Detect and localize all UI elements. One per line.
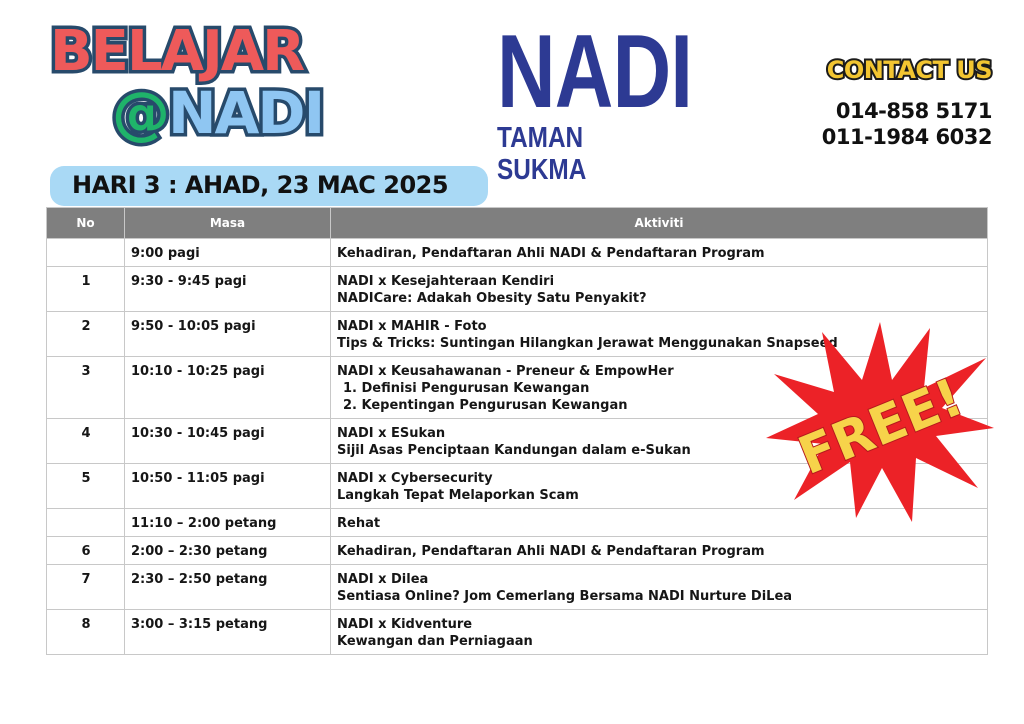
brand-name: NADI xyxy=(497,14,693,130)
cell-no: 1 xyxy=(47,267,125,312)
cell-masa: 10:10 - 10:25 pagi xyxy=(125,357,331,419)
cell-no: 5 xyxy=(47,464,125,509)
cell-aktiviti xyxy=(331,267,988,312)
cell-masa: 9:00 pagi xyxy=(125,239,331,267)
cell-masa: 10:30 - 10:45 pagi xyxy=(125,419,331,464)
activity-subitem: 1. Definisi Pengurusan Kewangan xyxy=(343,381,590,396)
cell-no: 6 xyxy=(47,537,125,565)
logo-at-nadi-text xyxy=(112,80,323,146)
brand-location: TAMAN SUKMA xyxy=(497,122,587,186)
table-row xyxy=(47,610,988,655)
header-no: No xyxy=(47,208,125,239)
cell-no: 3 xyxy=(47,357,125,419)
cell-masa: 10:50 - 11:05 pagi xyxy=(125,464,331,509)
activity-line: NADI x Dilea xyxy=(337,572,429,587)
contact-title: CONTACT US xyxy=(826,56,992,84)
cell-masa: 2:30 – 2:50 petang xyxy=(125,565,331,610)
table-header-row xyxy=(47,208,988,239)
free-text: FREE! xyxy=(790,367,972,487)
activity-line: Langkah Tepat Melaporkan Scam xyxy=(337,488,579,503)
contact-block xyxy=(822,56,992,150)
activity-line: Tips & Tricks: Suntingan Hilangkan Jerawat Menggunakan Snapseed xyxy=(337,336,838,351)
contact-phones xyxy=(822,98,992,150)
logo-belajar-text: BELAJAR xyxy=(50,19,304,84)
day-banner-text: HARI 3 : AHAD, 23 MAC 2025 xyxy=(72,171,449,199)
table-row xyxy=(47,565,988,610)
contact-phone-1: 014-858 5171 xyxy=(835,99,992,123)
logo-at-sign: @ xyxy=(112,79,168,147)
cell-no: 4 xyxy=(47,419,125,464)
header-aktiviti: Aktiviti xyxy=(331,208,988,239)
cell-aktiviti xyxy=(331,610,988,655)
activity-line: NADI x Kesejahteraan Kendiri xyxy=(337,274,555,289)
cell-no: 2 xyxy=(47,312,125,357)
activity-line: NADI x Cybersecurity xyxy=(337,471,493,486)
activity-line: Rehat xyxy=(337,516,381,531)
activity-line: NADI x MAHIR - Foto xyxy=(337,319,487,334)
activity-line: NADI x Kidventure xyxy=(337,617,473,632)
belajar-nadi-logo xyxy=(48,19,418,152)
logo-nadi-word: NADI xyxy=(168,79,324,147)
cell-no xyxy=(47,509,125,537)
cell-aktiviti xyxy=(331,565,988,610)
cell-aktiviti xyxy=(331,239,988,267)
cell-aktiviti xyxy=(331,537,988,565)
activity-line: Sentiasa Online? Jom Cemerlang Bersama NADI Nurture DiLea xyxy=(337,589,793,604)
free-starburst-badge xyxy=(764,318,996,524)
cell-masa: 9:50 - 10:05 pagi xyxy=(125,312,331,357)
activity-line: NADICare: Adakah Obesity Satu Penyakit? xyxy=(337,291,647,306)
cell-masa: 3:00 – 3:15 petang xyxy=(125,610,331,655)
activity-line: NADI x Keusahawanan - Preneur & EmpowHer xyxy=(337,364,674,379)
activity-line: Kewangan dan Perniagaan xyxy=(337,634,533,649)
cell-masa: 9:30 - 9:45 pagi xyxy=(125,267,331,312)
contact-phone-2: 011-1984 6032 xyxy=(821,125,992,149)
cell-no: 7 xyxy=(47,565,125,610)
activity-line: NADI x ESukan xyxy=(337,426,446,441)
table-row xyxy=(47,239,988,267)
cell-no: 8 xyxy=(47,610,125,655)
day-banner xyxy=(50,166,488,206)
cell-masa: 2:00 – 2:30 petang xyxy=(125,537,331,565)
nadi-brand xyxy=(497,14,693,186)
activity-line: Kehadiran, Pendaftaran Ahli NADI & Pendaftaran Program xyxy=(337,246,765,261)
cell-masa: 11:10 – 2:00 petang xyxy=(125,509,331,537)
header-masa: Masa xyxy=(125,208,331,239)
activity-line: Sijil Asas Penciptaan Kandungan dalam e-Sukan xyxy=(337,443,691,458)
cell-no xyxy=(47,239,125,267)
table-row xyxy=(47,537,988,565)
activity-subitem: 2. Kepentingan Pengurusan Kewangan xyxy=(343,398,628,413)
activity-line: Kehadiran, Pendaftaran Ahli NADI & Pendaftaran Program xyxy=(337,544,765,559)
table-row xyxy=(47,267,988,312)
